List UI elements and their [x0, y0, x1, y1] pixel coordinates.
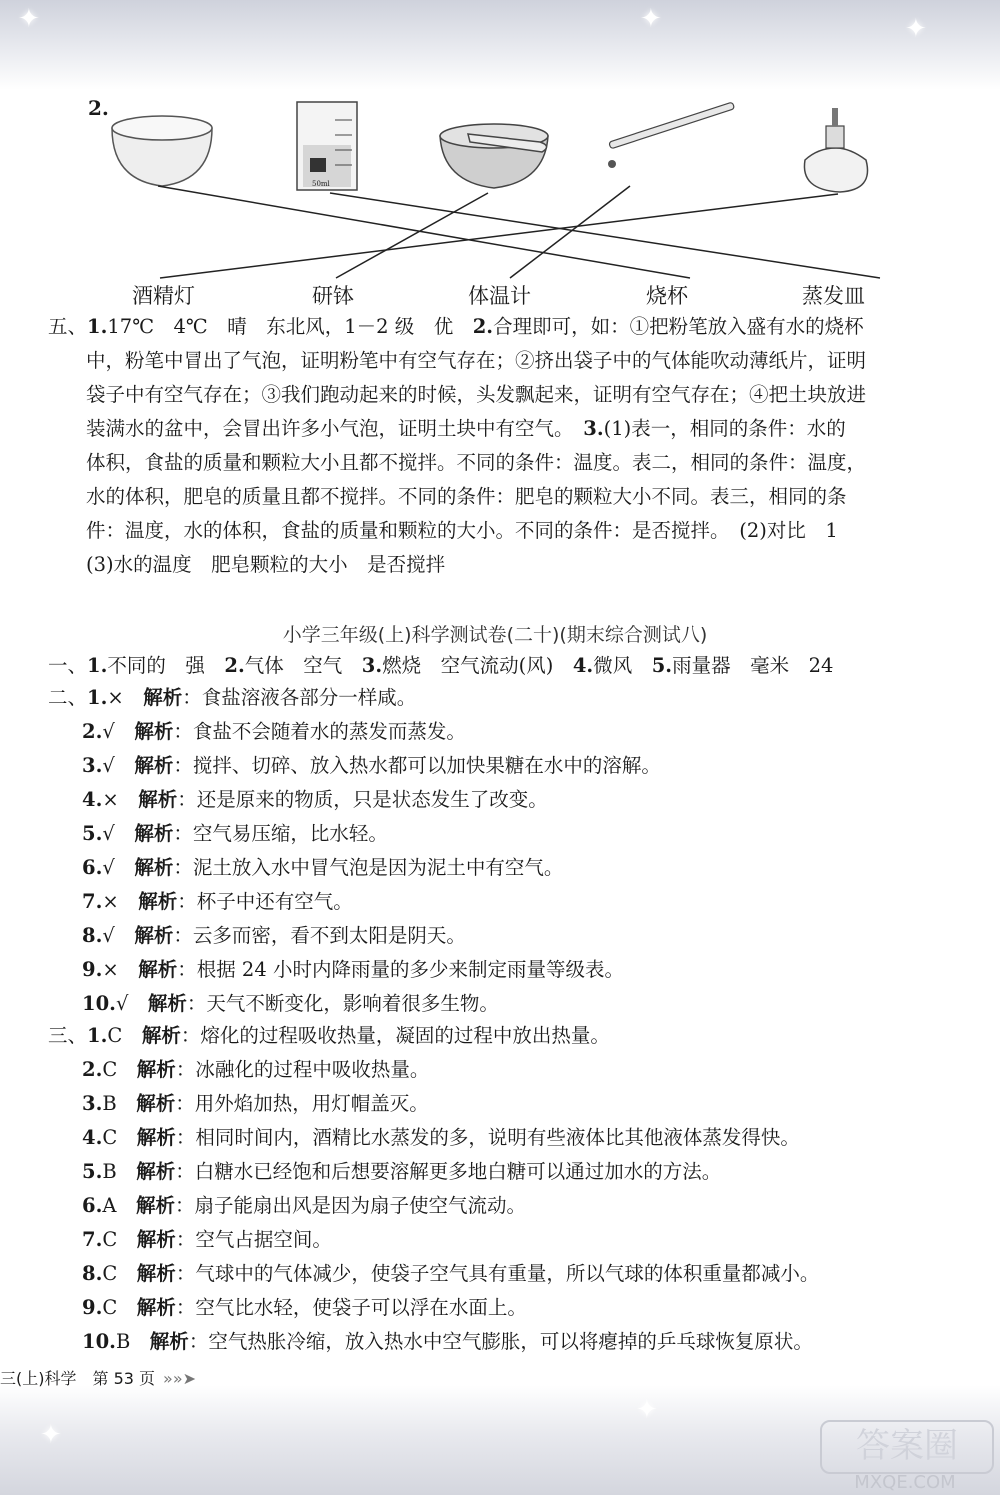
- label-alcohol-lamp: 酒精灯: [132, 284, 195, 308]
- answer-mark: √: [102, 924, 115, 947]
- section2-answer-row: [82, 922, 1000, 950]
- analysis-label: 解析: [135, 1194, 175, 1217]
- label-thermometer: 体温计: [468, 284, 531, 308]
- section3-answer-row: 三、1.C 解析：熔化的过程吸收热量，凝固的过程中放出热量。: [48, 1024, 610, 1047]
- sparkle-icon: ✦: [636, 1395, 658, 1425]
- match-line: [160, 194, 838, 278]
- answer-mark: C: [102, 1262, 118, 1285]
- section3-answer-row: [82, 1260, 1000, 1288]
- section5-line-6: 水的体积，肥皂的质量且都不搅拌。不同的条件：肥皂的颗粒大小不同。表三，相同的条: [86, 485, 847, 508]
- analysis-text: ：空气易压缩，比水轻。: [173, 822, 388, 845]
- analysis-text: ：还是原来的物质，只是状态发生了改变。: [177, 788, 548, 811]
- analysis-label: 解析: [136, 1262, 176, 1285]
- analysis-text: ：气球中的气体减少，使袋子空气具有重量，所以气球的体积重量都减小。: [175, 1262, 820, 1285]
- analysis-label: 解析: [136, 1160, 176, 1183]
- answer-mark: ×: [102, 958, 119, 981]
- analysis-text: ：空气比水轻，使袋子可以浮在水面上。: [175, 1296, 527, 1319]
- label-evaporating-dish: 蒸发皿: [802, 284, 865, 308]
- question-number: 4.: [82, 788, 103, 811]
- sparkle-icon: ✦: [18, 4, 40, 34]
- arrow-icon: »»➤: [163, 1369, 197, 1388]
- section2-answer-row: [82, 820, 1000, 848]
- question-number: 3.: [82, 1092, 103, 1115]
- question-2-number: 2.: [88, 96, 109, 120]
- watermark: [820, 1420, 990, 1493]
- analysis-text: ：根据 24 小时内降雨量的多少来制定雨量等级表。: [177, 958, 624, 981]
- question-number: 9.: [82, 1296, 103, 1319]
- section2-answer-row: [82, 786, 1000, 814]
- answer-mark: C: [107, 1024, 123, 1047]
- section3-answer-row: [82, 1328, 1000, 1356]
- analysis-label: 解析: [138, 890, 178, 913]
- section2-answer-row: 二、1.× 解析：食盐溶液各部分一样咸。: [48, 686, 417, 709]
- section3-answer-row: [82, 1192, 1000, 1220]
- analysis-text: ：搅拌、切碎、放入热水都可以加快果糖在水中的溶解。: [173, 754, 661, 777]
- question-number: 7.: [82, 1228, 103, 1251]
- analysis-text: ：杯子中还有空气。: [177, 890, 353, 913]
- section2-answer-row: [82, 854, 1000, 882]
- analysis-text: ：熔化的过程吸收热量，凝固的过程中放出热量。: [180, 1024, 610, 1047]
- section5-line-3: 袋子中有空气存在；③我们跑动起来的时候，头发飘起来，证明有空气存在；④把土块放进: [86, 383, 867, 406]
- section2-answer-row: [82, 752, 1000, 780]
- evaporating-dish-image: [112, 116, 212, 186]
- section3-answer-row: [82, 1090, 1000, 1118]
- analysis-text: ：空气占据空间。: [175, 1228, 332, 1251]
- question-number: 6.: [82, 856, 103, 879]
- match-line: [158, 186, 690, 278]
- section5-line-7: 件：温度，水的体积，食盐的质量和颗粒的大小。不同的条件：是否搅拌。 (2)对比 1: [86, 519, 838, 542]
- analysis-label: 解析: [149, 1330, 189, 1353]
- answer-mark: √: [115, 992, 129, 1015]
- sparkle-icon: ✦: [40, 1420, 62, 1450]
- analysis-text: ：白糖水已经饱和后想要溶解更多地白糖可以通过加水的方法。: [175, 1160, 722, 1183]
- answer-mark: C: [102, 1126, 118, 1149]
- label-beaker: 烧杯: [646, 284, 688, 308]
- question-number: 8.: [82, 924, 103, 947]
- analysis-label: 解析: [134, 856, 174, 879]
- thermometer-image: [608, 102, 735, 168]
- analysis-text: ：云多而密，看不到太阳是阴天。: [173, 924, 466, 947]
- answer-mark: B: [115, 1330, 131, 1353]
- question-number: 10.: [82, 992, 116, 1015]
- section2-answer-row: [82, 956, 1000, 984]
- section3-answer-row: [82, 1226, 1000, 1254]
- question-number: 1.: [87, 1024, 108, 1047]
- answer-mark: ×: [102, 788, 119, 811]
- answer-mark: B: [102, 1092, 117, 1115]
- answer-mark: C: [102, 1058, 118, 1081]
- section3-answer-row: [82, 1294, 1000, 1322]
- analysis-text: ：用外焰加热，用灯帽盖灭。: [175, 1092, 429, 1115]
- section5-line-5: 体积，食盐的质量和颗粒大小且都不搅拌。不同的条件：温度。表二，相同的条件：温度，: [86, 451, 867, 474]
- question-number: 8.: [82, 1262, 103, 1285]
- analysis-label: 解析: [134, 822, 174, 845]
- answer-mark: √: [102, 720, 115, 743]
- section3-answer-row: [82, 1158, 1000, 1186]
- section5-line-1: 五、1.17℃ 4℃ 晴 东北风，1－2 级 优 2.合理即可，如：①把粉笔放入盛有水的烧杯: [48, 315, 864, 338]
- mortar-image: [440, 124, 548, 188]
- analysis-text: ：泥土放入水中冒气泡是因为泥土中有空气。: [173, 856, 564, 879]
- analysis-text: ：食盐不会随着水的蒸发而蒸发。: [173, 720, 466, 743]
- question-number: 9.: [82, 958, 103, 981]
- beaker-image: [297, 102, 357, 190]
- analysis-text: ：食盐溶液各部分一样咸。: [182, 686, 417, 709]
- answer-mark: C: [102, 1228, 118, 1251]
- section2-answer-row: [82, 990, 1000, 1018]
- analysis-label: 解析: [138, 788, 178, 811]
- answer-mark: B: [102, 1160, 117, 1183]
- sparkle-icon: ✦: [905, 14, 927, 44]
- section5-line-8: (3)水的温度 肥皂颗粒的大小 是否搅拌: [86, 553, 446, 576]
- section2-answer-row: [82, 888, 1000, 916]
- analysis-label: 解析: [136, 1092, 176, 1115]
- answer-mark: A: [102, 1194, 117, 1217]
- answer-mark: C: [102, 1296, 118, 1319]
- question-number: 7.: [82, 890, 103, 913]
- answer-mark: ×: [107, 686, 124, 709]
- analysis-text: ：扇子能扇出风是因为扇子使空气流动。: [174, 1194, 526, 1217]
- analysis-label: 解析: [136, 1228, 176, 1251]
- sparkle-icon: ✦: [640, 4, 662, 34]
- section3-answer-row: [82, 1056, 1000, 1084]
- analysis-label: 解析: [141, 1024, 181, 1047]
- analysis-label: 解析: [134, 720, 174, 743]
- question-number: 4.: [82, 1126, 103, 1149]
- svg-text:50ml: 50ml: [312, 180, 330, 188]
- test-title: 小学三年级(上)科学测试卷(二十)(期末综合测试八): [282, 624, 708, 646]
- question-number: 1.: [87, 686, 108, 709]
- matching-figure: [0, 90, 1000, 290]
- question-number: 2.: [82, 1058, 103, 1081]
- analysis-label: 解析: [134, 924, 174, 947]
- question-number: 2.: [82, 720, 103, 743]
- section5-line-2: 中，粉笔中冒出了气泡，证明粉笔中有空气存在；②挤出袋子中的气体能吹动薄纸片，证明: [86, 349, 867, 372]
- analysis-text: ：空气热胀冷缩，放入热水中空气膨胀，可以将瘪掉的乒乓球恢复原状。: [188, 1330, 813, 1353]
- question-number: 10.: [82, 1330, 116, 1353]
- analysis-text: ：天气不断变化，影响着很多生物。: [186, 992, 499, 1015]
- answer-mark: ×: [102, 890, 119, 913]
- top-decor-band: [0, 0, 1000, 90]
- label-mortar: 研钵: [312, 284, 354, 308]
- section1-line: 一、1.不同的 强 2.气体 空气 3.燃烧 空气流动(风) 4.微风 5.雨量器 毫米 24: [48, 654, 834, 677]
- section5-line-4: 装满水的盆中，会冒出许多小气泡，证明土块中有空气。 3.(1)表一，相同的条件：水的: [86, 417, 846, 440]
- analysis-label: 解析: [136, 1058, 176, 1081]
- analysis-label: 解析: [147, 992, 187, 1015]
- analysis-label: 解析: [134, 754, 174, 777]
- section3-answer-row: [82, 1124, 1000, 1152]
- answer-mark: √: [102, 754, 115, 777]
- question-number: 6.: [82, 1194, 103, 1217]
- question-number: 5.: [82, 1160, 103, 1183]
- answer-mark: √: [102, 822, 115, 845]
- page-footer: 三(上)科学 第 53 页 »»➤: [0, 1369, 197, 1388]
- alcohol-lamp-image: [804, 108, 867, 192]
- question-number: 5.: [82, 822, 103, 845]
- analysis-text: ：冰融化的过程中吸收热量。: [175, 1058, 430, 1081]
- question-number: 3.: [82, 754, 103, 777]
- analysis-label: 解析: [143, 686, 183, 709]
- section2-answer-row: [82, 718, 1000, 746]
- watermark-logo: 答案圈: [820, 1420, 994, 1474]
- answer-mark: √: [102, 856, 115, 879]
- analysis-label: 解析: [136, 1126, 176, 1149]
- analysis-label: 解析: [136, 1296, 176, 1319]
- analysis-label: 解析: [138, 958, 178, 981]
- analysis-text: ：相同时间内，酒精比水蒸发的多，说明有些液体比其他液体蒸发得快。: [175, 1126, 800, 1149]
- watermark-url: MXQE.COM: [854, 1472, 956, 1493]
